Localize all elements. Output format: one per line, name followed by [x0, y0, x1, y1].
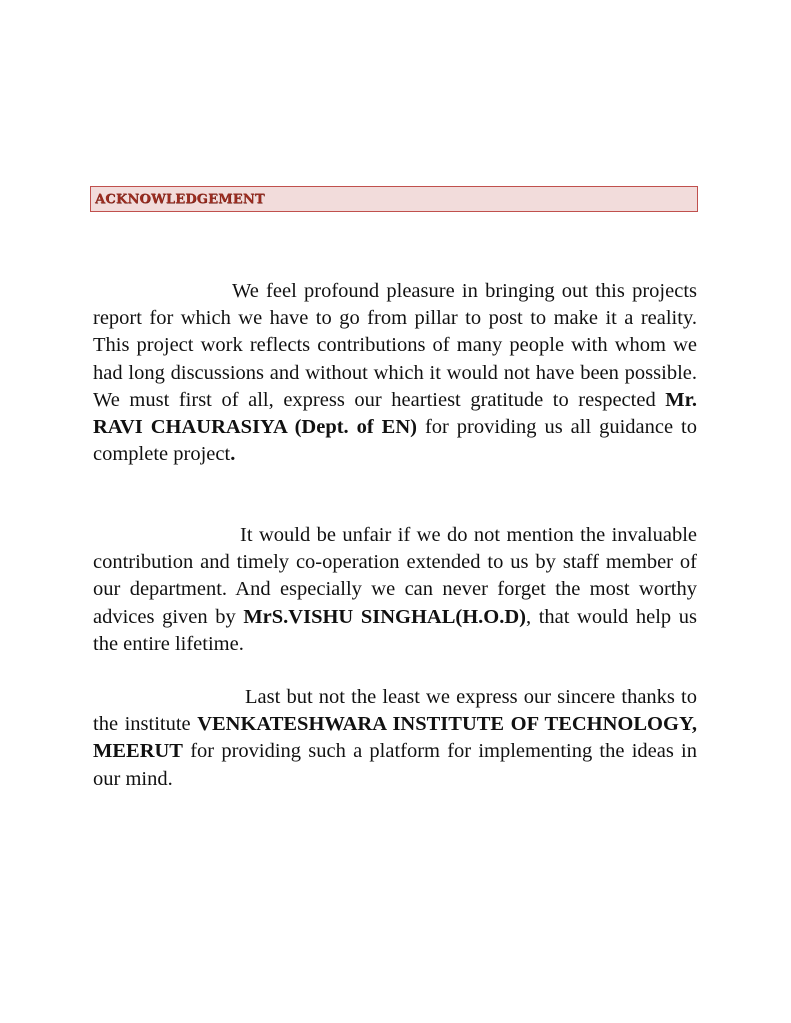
paragraph-end-period: .	[230, 443, 236, 466]
paragraph-gratitude-guide	[93, 278, 697, 468]
guide-name: Mr. RAVI CHAURASIYA (Dept. of EN)	[93, 388, 697, 439]
heading-banner	[90, 186, 698, 212]
paragraph-text: for providing us all guidance to complete project	[93, 416, 697, 466]
paragraph-text: Last but not the least we express our sincere thanks to the institute	[93, 686, 697, 736]
page-title: ACKNOWLEDGEMENT	[95, 192, 265, 207]
paragraph-text: We feel profound pleasure in bringing out this projects report for which we have to go from pillar to post to make it a reality. This project work reflects contributions of many people with whom we had long discussions and without which it would not have been possible. We must first of all, express our heartiest gratitude to respected	[93, 280, 697, 411]
paragraph-text: , that would help us the entire lifetime.	[93, 605, 697, 655]
paragraph-text: for providing such a platform for implementing the ideas in our mind.	[93, 740, 697, 790]
paragraph-institute	[93, 684, 697, 793]
paragraph-staff-hod	[93, 522, 697, 658]
hod-name: MrS.VISHU SINGHAL(H.O.D)	[243, 605, 526, 628]
institute-name: VENKATESHWARA INSTITUTE OF TECHNOLOGY, MEERUT	[93, 713, 697, 763]
paragraph-text: It would be unfair if we do not mention the invaluable contribution and timely co-operation extended to us by staff member of our department. And especially we can never forget the most worthy advices given by	[93, 524, 697, 628]
